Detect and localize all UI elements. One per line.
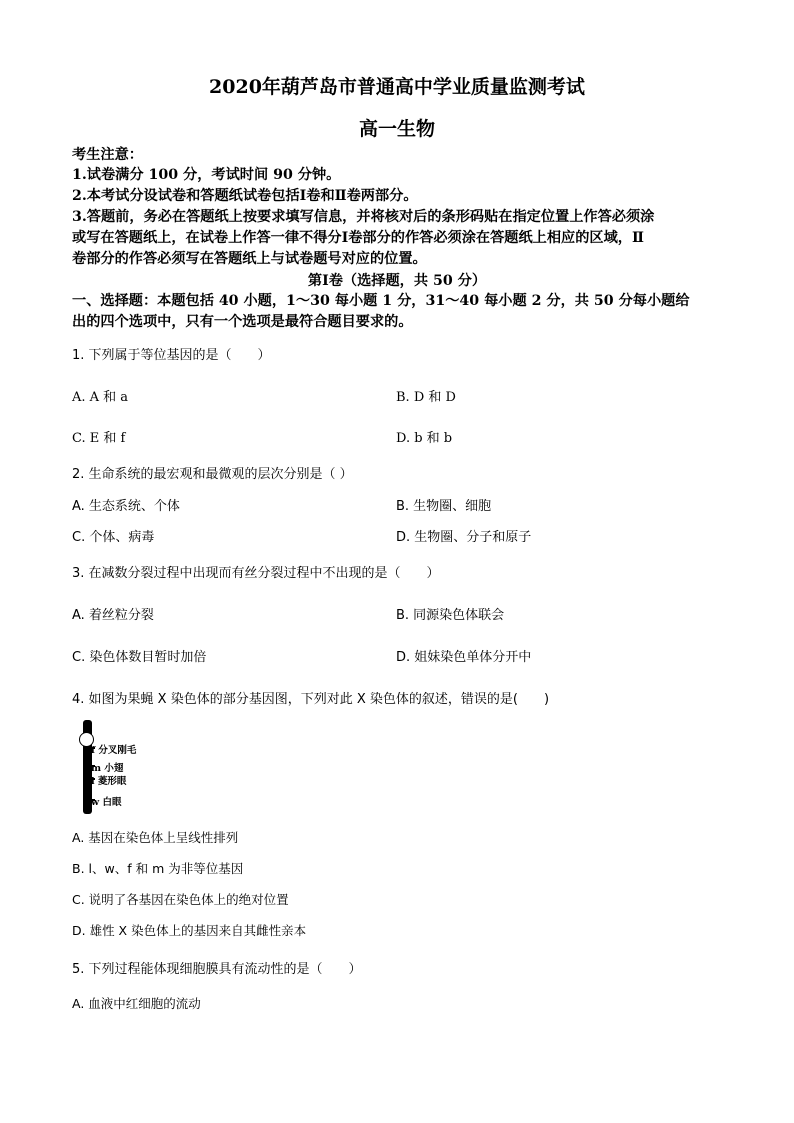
option-a[interactable]: A. A 和 a [72,390,129,405]
option-d[interactable]: D. 生物圈、分子和原子 [396,530,532,545]
notice-line: 卷部分的作答必须写在答题纸上与试卷题号对应的位置。 [72,251,427,267]
notice-line: 2.本考试分设试卷和答题纸试卷包括Ⅰ卷和Ⅱ卷两部分。 [72,188,418,204]
x-chromosome-figure [79,720,139,820]
notice-line: 1.试卷满分 100 分，考试时间 90 分钟。 [72,167,341,183]
gene-label-m: m 小翅 [91,763,124,774]
option-c[interactable]: C. 染色体数目暂时加倍 [72,650,207,665]
notice-line: 3.答题前，务必在答题纸上按要求填写信息，并将核对后的条形码贴在指定位置上作答必须涂 [72,209,655,225]
option-d[interactable]: D. 姐妹染色单体分开中 [396,650,532,665]
option-b[interactable]: B. 生物圈、细胞 [396,499,492,514]
section-heading: 第Ⅰ卷（选择题，共 50 分） [307,273,487,289]
option-c[interactable]: C. 个体、病毒 [72,530,155,545]
section-instructions: 一、选择题：本题包括 40 小题，1～30 每小题 1 分，31～40 每小题 2 分，共 50 分每小题给 [72,293,690,309]
gene-label-f: f 分叉刚毛 [91,745,137,756]
exam-title: 2020年葫芦岛市普通高中学业质量监测考试 [209,76,585,98]
question-stem: 1. 下列属于等位基因的是（ ） [72,348,271,363]
gene-label-w: w 白眼 [91,797,122,808]
option-a[interactable]: A. 生态系统、个体 [72,499,180,514]
option-d[interactable]: D. 雄性 X 染色体上的基因来自其雌性亲本 [72,923,307,938]
option-a[interactable]: A. 基因在染色体上呈线性排列 [72,830,239,845]
option-a[interactable]: A. 血液中红细胞的流动 [72,996,201,1011]
gene-label-l: l 菱形眼 [91,776,127,787]
question-stem: 5. 下列过程能体现细胞膜具有流动性的是（ ） [72,962,362,977]
option-b[interactable]: B. 同源染色体联会 [396,608,505,623]
notice-heading: 考生注意： [72,147,143,163]
question-stem: 3. 在减数分裂过程中出现而有丝分裂过程中不出现的是（ ） [72,566,440,581]
section-instructions: 出的四个选项中，只有一个选项是最符合题目要求的。 [72,314,413,330]
option-c[interactable]: C. E 和 f [72,431,126,446]
notice-line: 或写在答题纸上，在试卷上作答一律不得分Ⅰ卷部分的作答必须涂在答题纸上相应的区域，Ⅱ [72,230,644,246]
question-stem: 4. 如图为果蝇 X 染色体的部分基因图，下列对此 X 染色体的叙述，错误的是( ) [72,692,550,707]
option-d[interactable]: D. b 和 b [396,431,453,446]
exam-subject: 高一生物 [358,118,435,140]
option-a[interactable]: A. 着丝粒分裂 [72,608,154,623]
option-b[interactable]: B. D 和 D [396,390,456,405]
option-b[interactable]: B. l、w、f 和 m 为非等位基因 [72,861,244,876]
question-stem: 2. 生命系统的最宏观和最微观的层次分别是（ ） [72,467,353,482]
option-c[interactable]: C. 说明了各基因在染色体上的绝对位置 [72,892,289,907]
